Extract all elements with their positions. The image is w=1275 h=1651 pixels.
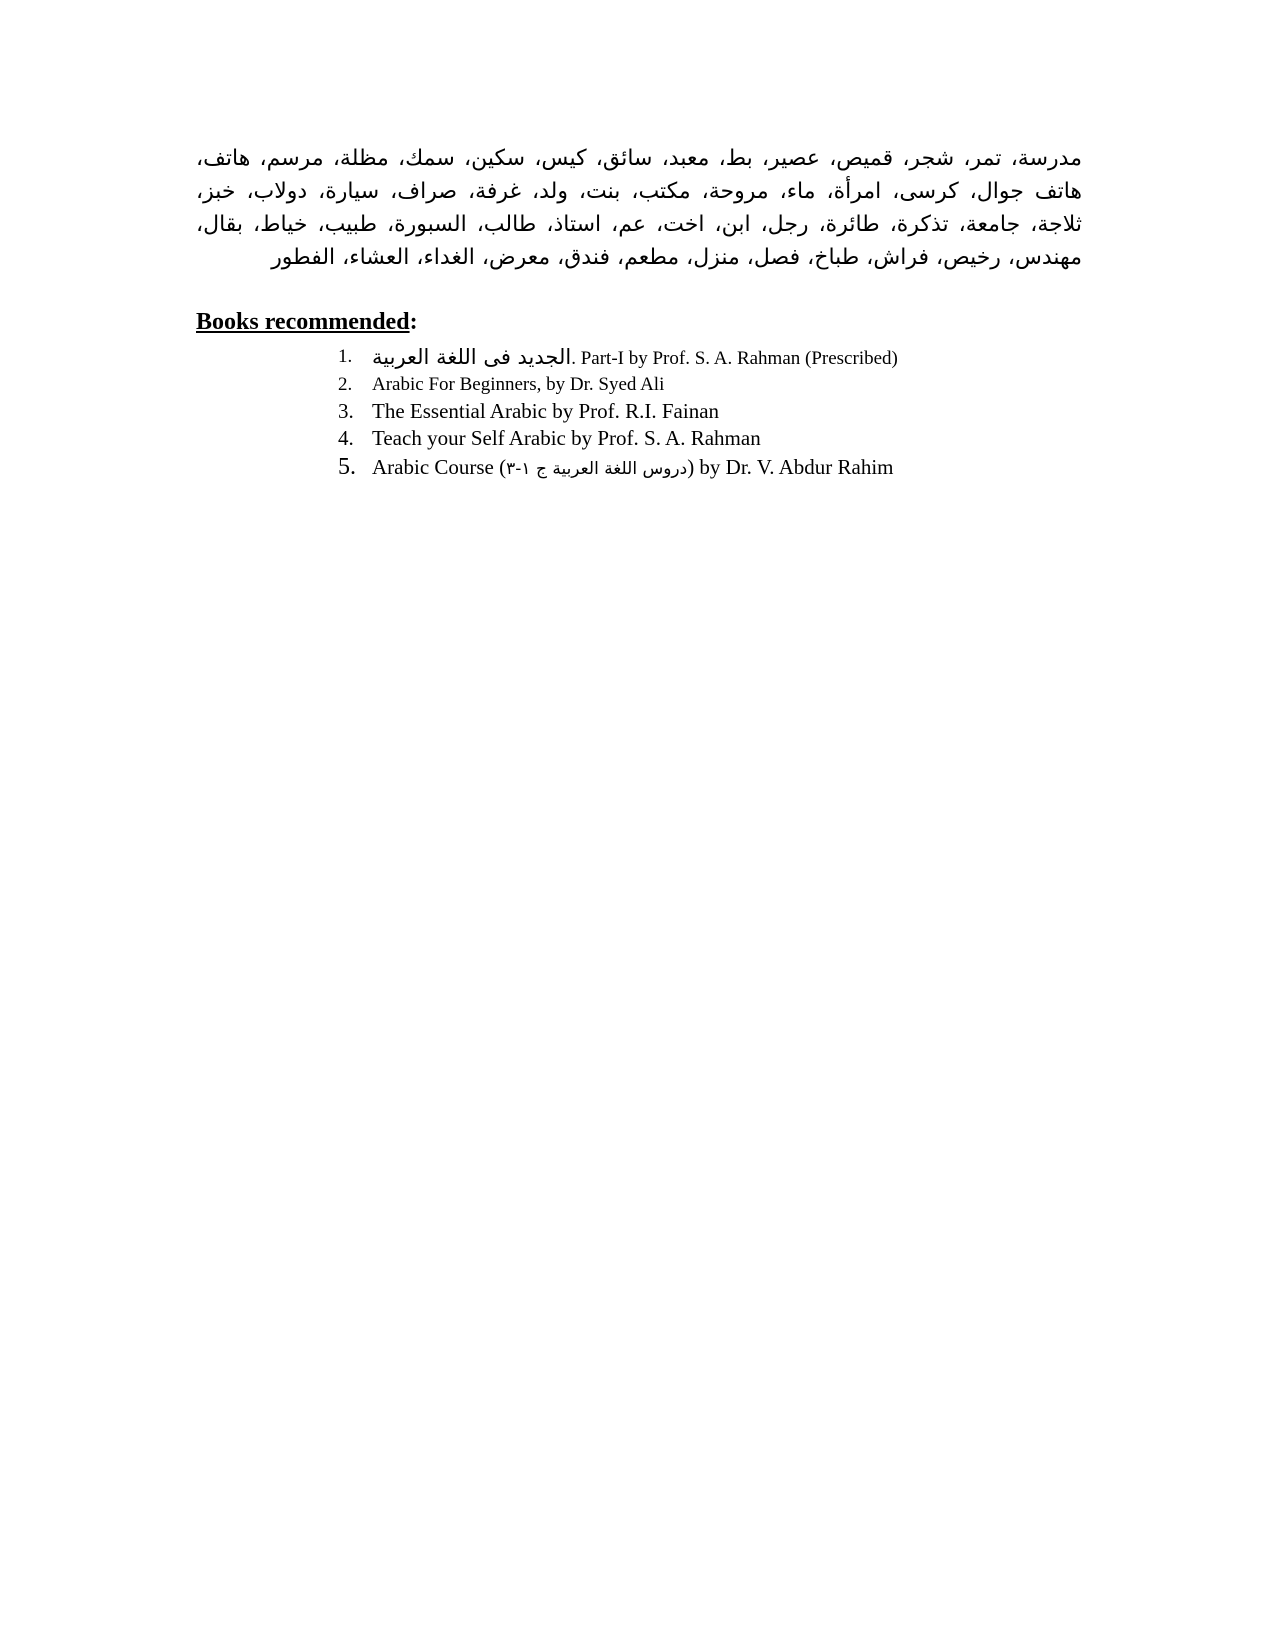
book-number: 2. (338, 374, 353, 395)
book-arabic-title: الجديد فى اللغة العربية (372, 345, 572, 369)
book-arabic-title: دروس اللغة العربية ج ١-٣ (506, 459, 688, 479)
book-text: . Part-I by Prof. S. A. Rahman (Prescribed) (571, 348, 898, 369)
arabic-vocabulary-line: مهندس، رخيص، فراش، طباخ، فصل، منزل، مطعم، فندق، معرض، الغداء، العشاء، الفطور (271, 245, 1082, 270)
book-text-before: Arabic Course ( (372, 455, 507, 479)
book-number: 4. (338, 426, 354, 450)
arabic-vocabulary-line: هاتف جوال، كرسى، امرأة، ماء، مروحة، مكتب، بنت، ولد، غرفة، صراف، سيارة، دولاب، خبز، (196, 179, 1082, 204)
book-number: 1. (338, 346, 353, 367)
book-list-item (332, 372, 898, 398)
book-text: The Essential Arabic by Prof. R.I. Fainan (372, 399, 720, 423)
book-text-after: ) by Dr. V. Abdur Rahim (687, 455, 894, 479)
book-number: 3. (338, 399, 354, 423)
book-list (332, 344, 898, 484)
arabic-vocabulary-line: ثلاجة، جامعة، تذكرة، طائرة، رجل، ابن، اخت، عم، استاذ، طالب، السبورة، طبيب، خياط، بقال، (196, 212, 1082, 237)
books-recommended-heading (196, 307, 418, 337)
arabic-vocabulary-line: مدرسة، تمر، شجر، قميص، عصير، بط، معبد، سائق، كيس، سكين، سمك، مظلة، مرسم، هاتف، (196, 146, 1082, 171)
book-list-item (332, 344, 898, 372)
book-number: 5. (338, 454, 356, 480)
book-list-item (332, 452, 898, 484)
book-list-item (332, 425, 898, 452)
book-text: Teach your Self Arabic by Prof. S. A. Rahman (372, 426, 761, 450)
books-heading-colon: : (409, 309, 418, 335)
books-heading-text: Books recommended (196, 309, 410, 335)
arabic-vocabulary-paragraph (196, 142, 1082, 274)
book-list-item (332, 398, 898, 425)
book-text: Arabic For Beginners, by Dr. Syed Ali (372, 374, 665, 395)
